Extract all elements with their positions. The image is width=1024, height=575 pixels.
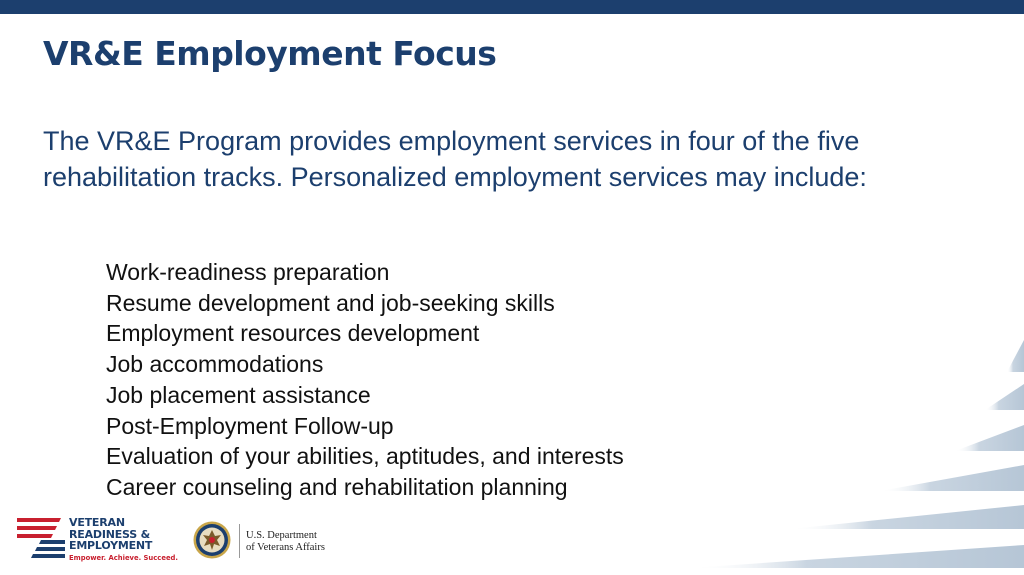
vre-wordmark-line: READINESS & bbox=[69, 527, 151, 541]
vre-tagline: Empower. Achieve. Succeed. bbox=[69, 554, 178, 562]
intro-paragraph: The VR&E Program provides employment services in four of the five rehabilitation tracks. Personalized employment services may include: bbox=[43, 126, 867, 192]
logo-divider bbox=[239, 524, 240, 558]
slide-title: VR&E Employment Focus bbox=[43, 34, 497, 73]
list-item: Evaluation of your abilities, aptitudes, and interests bbox=[106, 443, 624, 470]
vre-logo bbox=[17, 516, 177, 566]
va-wordmark-line: of Veterans Affairs bbox=[246, 541, 325, 553]
list-item: Post-Employment Follow-up bbox=[106, 412, 394, 439]
list-item: Work-readiness preparation bbox=[106, 259, 390, 285]
va-wordmark-line: U.S. Department bbox=[246, 530, 317, 541]
flag-stripes-icon bbox=[17, 516, 65, 560]
vre-wordmark bbox=[69, 517, 152, 552]
list-item: Job placement assistance bbox=[106, 381, 371, 408]
list-item: Resume development and job-seeking skills bbox=[106, 289, 555, 316]
list-item: Employment resources development bbox=[106, 320, 480, 347]
va-seal-icon bbox=[193, 521, 231, 559]
top-banner bbox=[0, 0, 1024, 14]
va-wordmark bbox=[246, 530, 325, 553]
list-item: Career counseling and rehabilitation planning bbox=[106, 473, 568, 500]
vre-wordmark-line: EMPLOYMENT bbox=[69, 539, 153, 552]
services-list bbox=[106, 257, 624, 503]
list-item: Job accommodations bbox=[106, 351, 324, 378]
vre-wordmark-line: VETERAN bbox=[69, 516, 125, 529]
